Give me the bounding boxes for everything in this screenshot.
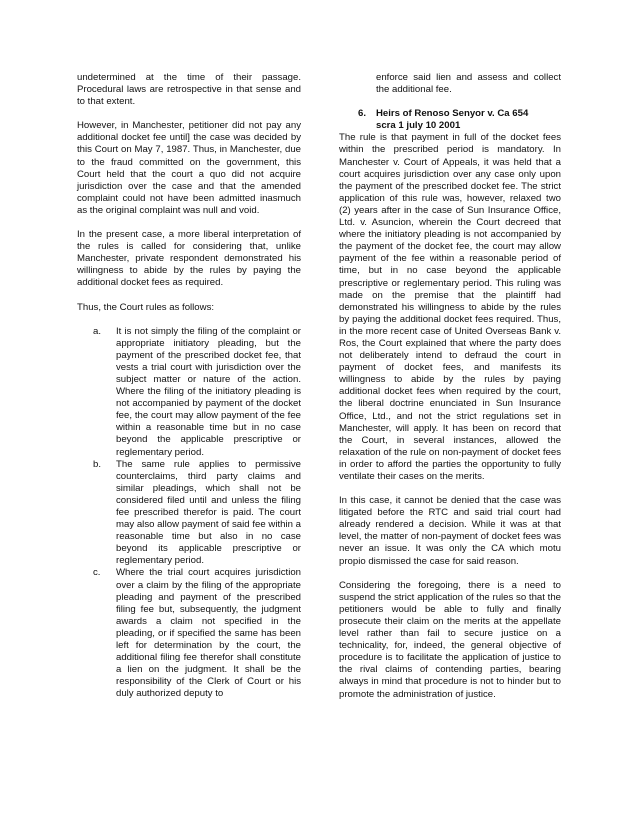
case-citation: scra 1 july 10 2001 (376, 120, 461, 132)
list-marker: b. (93, 458, 102, 470)
heading-title: Heirs of Renoso Senyor v. Ca 654 (376, 108, 529, 120)
paragraph: Thus, the Court rules as follows: (77, 301, 215, 313)
heading-number: 6. (358, 108, 367, 120)
court-rules-list (77, 326, 301, 701)
paragraph: In this case, it cannot be denied that the case was litigated before the RTC and said trial court had already rendered a decision. While it was at that level, the matter of non-payment of docket fees was never an issue. It was only the CA which motu propio dismissed the case for said reason. (339, 495, 561, 567)
list-item (77, 567, 301, 700)
list-item-continuation: enforce said lien and assess and collect the additional fee. (376, 72, 561, 96)
list-item-text: The same rule applies to permissive counterclaims, third party claims and similar pleadings, which shall not be considered filed until and unless the filing fee prescribed therefor is paid. The court may also allow payment of said fee within a reasonable time but also in no case beyond its applicable prescriptive or reglementary period. (116, 458, 301, 567)
left-column (77, 72, 301, 701)
paragraph: Considering the foregoing, there is a need to suspend the strict application of the rules so that the petitioners would be able to fully and finally prosecute their claim on the merits at the appellate level rather than fail to secure justice on a technicality, for, indeed, the general objective of procedure is to facilitate the application of justice to the rival claims of contending parties, bearing always in mind that procedure is not to hinder but to promote the administration of justice. (339, 579, 561, 700)
list-item-text: Where the trial court acquires jurisdiction over a claim by the filing of the appropriate pleading and payment of the prescribed filing fee but, subsequently, the judgment awards a claim not specified in the pleading, or if specified the same has been left for determination by the court, the additional filing fee therefor shall constitute a lien on the judgment. It shall be the responsibility of the Clerk of Court or his duly authorized deputy to (116, 567, 301, 700)
list-item (77, 326, 301, 459)
paragraph: The rule is that payment in full of the docket fees within the prescribed period is mandatory. In Manchester v. Court of Appeals, it was held that a court acquires jurisdiction over any case only upon the payment of the prescribed docket fee. The strict application of this rule was, however, relaxed two (2) years after in the case of Sun Insurance Office, Ltd. v. Asuncion, wherein the Court decreed that where the initiatory pleading is not accompanied by the payment of the docket fee, the court may allow payment of the fee within a reasonable period of time, but in no case beyond the applicable prescriptive or reglementary period. This ruling was made on the premise that the plaintiff had demonstrated his willingness to abide by the rules by paying the additional docket fees required. Thus, in the more recent case of United Overseas Bank v. Ros, the Court explained that where the party does not deliberately intend to defraud the court in payment of docket fees, and manifests its willingness to abide by the rules by paying additional docket fees when required by the court, the liberal doctrine enunciated in Sun Insurance Office, Ltd., and not the strict regulations set in Manchester, will apply. It has been on record that the Court, in several instances, allowed the relaxation of the rule on non-payment of docket fees in order to afford the parties the opportunity to fully ventilate their cases on the merits. (339, 132, 561, 482)
list-item (77, 459, 301, 568)
list-marker: c. (93, 567, 101, 579)
paragraph: However, in Manchester, petitioner did not pay any additional docket fee until] the case was decided by this Court on May 7, 1987. Thus, in Manchester, due to the fraud committed on the government, this Court held that the court a quo did not acquire jurisdiction over the case and that the amended complaint could not have been admitted inasmuch as the original complaint was null and void. (77, 120, 301, 216)
case-heading (339, 108, 561, 120)
paragraph: In the present case, a more liberal interpretation of the rules is called for considering that, unlike Manchester, private respondent demonstrated his willingness to abide by the rules by paying the additional docket fees as required. (77, 229, 301, 289)
list-item-text: It is not simply the filing of the complaint or appropriate initiatory pleading, but the payment of the prescribed docket fee, that vests a trial court with jurisdiction over the subject matter or nature of the action. Where the filing of the initiatory pleading is not accompanied by payment of the docket fee, the court may allow payment of the fee within a reasonable time but in no case beyond the applicable prescriptive or reglementary period. (116, 325, 301, 458)
right-column (339, 72, 561, 713)
paragraph: undetermined at the time of their passage. Procedural laws are retrospective in that sense and to that extent. (77, 72, 301, 108)
list-marker: a. (93, 325, 102, 337)
